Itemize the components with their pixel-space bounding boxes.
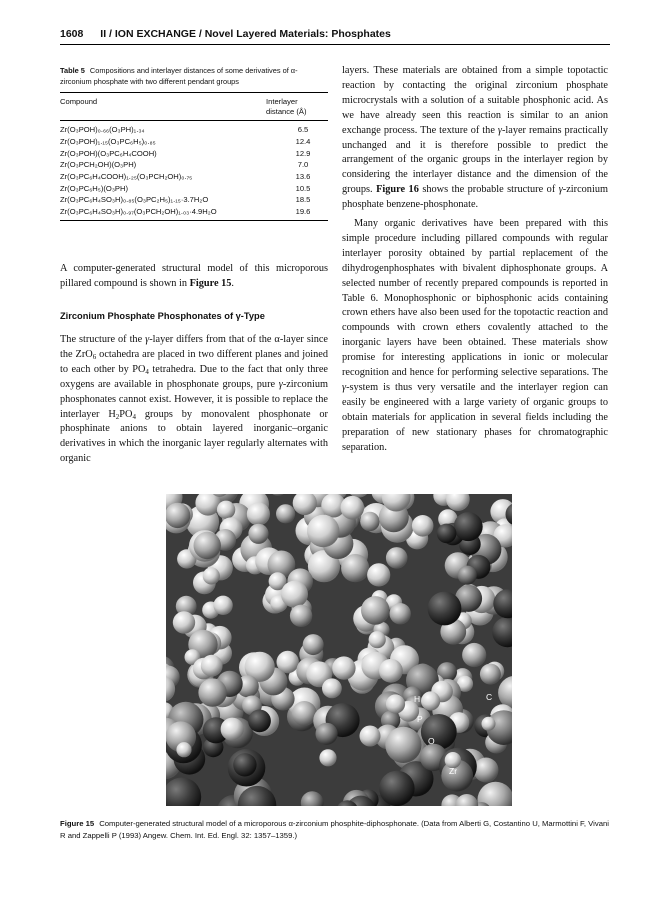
atom-sphere <box>201 655 223 677</box>
atom-label-o: O <box>428 736 435 746</box>
table-body <box>60 121 328 220</box>
table-row <box>60 136 328 148</box>
atom-sphere <box>390 603 411 624</box>
atom-label-zr: Zr <box>449 766 458 776</box>
figure-15-image <box>166 494 512 806</box>
compound-cell: Zr(O₃PC₆H₄COOH)₁.₂₅(O₃PCH₂OH)₀.₇₅ <box>60 172 193 181</box>
atom-sphere <box>360 726 381 747</box>
table-row <box>60 183 328 195</box>
table-row <box>60 206 328 218</box>
table-bottom-rule <box>60 220 328 221</box>
atom-sphere <box>428 592 462 626</box>
atom-sphere <box>176 742 191 757</box>
atom-sphere <box>341 554 369 582</box>
table-caption <box>60 66 328 87</box>
atom-sphere <box>217 501 235 519</box>
distance-cell: 18.5 <box>295 195 311 205</box>
distance-cell: 19.6 <box>295 207 311 217</box>
atom-sphere <box>482 717 496 731</box>
atom-sphere <box>276 504 295 523</box>
molecular-model-illustration <box>166 494 512 806</box>
atom-sphere <box>221 718 244 741</box>
distance-cell: 10.5 <box>295 183 311 193</box>
figure-15-ref[interactable]: Figure 15 <box>189 277 232 289</box>
atom-sphere <box>290 605 312 627</box>
table-row <box>60 124 328 136</box>
atom-sphere <box>247 502 270 525</box>
distance-cell: 13.6 <box>295 172 311 181</box>
paragraph-organic-derivatives: Many organic derivatives have been prepared with this simple procedure including pillared compounds with regular interlayer porosity obtained by partial replacement of the dihydrogenphosphates with bivalent diphosphonate groups. A selected number of recently prepared compounds is reported in Table 6. Monophosphonic or biphosphonic acids containing crown ethers have also been used for the topotactic reaction and compounds with crown ethers covalently attached to the inorganic layers have been obtained. These materials show promise for interesting applications in ionic or molecular recognition and hence for performing selective separations. The γ-system is thus very versatile and the interlayer region can easily be engineered with a large variety of organic groups to obtain materials for application in several fields including the preparation of new stationary phases for chromatographic separation. <box>342 218 608 453</box>
compound-cell: Zr(O₃POH)₁.₁₅(O₃PC₆H₅)₀.₈₅ <box>60 136 156 146</box>
atom-sphere <box>281 581 308 608</box>
figure-15-caption <box>60 818 610 841</box>
header-rule <box>60 44 610 45</box>
atom-sphere <box>474 758 499 783</box>
atom-sphere <box>322 678 342 698</box>
figure-caption-text: Computer-generated structural model of a microporous α-zirconium phosphite-diphosphonate. (Data from Alberti G, Costantino U, Marmottini F, Vivani R and Zappelli P (1993) Angew. Chem. Int. Ed. Engl. 32: 1357–1359.) <box>60 819 609 840</box>
table-row <box>60 159 328 171</box>
atom-sphere <box>379 659 403 683</box>
distance-cell: 12.4 <box>295 136 311 146</box>
distance-cell: 12.9 <box>295 148 311 158</box>
atom-sphere <box>203 567 220 584</box>
table-row <box>60 171 328 183</box>
section-heading: Zirconium Phosphate Phosphonates of γ-Type <box>60 311 265 321</box>
running-header <box>60 28 610 40</box>
figure-caption-label: Figure 15 <box>60 819 95 828</box>
atom-sphere <box>213 596 232 615</box>
atom-sphere <box>462 643 486 667</box>
compound-cell: Zr(O₃POH)(O₃PC₆H₄COOH) <box>60 148 157 158</box>
atom-sphere <box>386 547 408 569</box>
atom-sphere <box>173 611 195 633</box>
atom-sphere <box>361 596 390 625</box>
compound-cell: Zr(O₃POH)₀.₆₆(O₃PH)₁.₃₄ <box>60 125 145 135</box>
table-caption-text: Compositions and interlayer distances of some derivatives of α-zirconium phosphate with two different pendant groups <box>60 66 298 86</box>
compound-cell: Zr(O₃PC₆H₄SO₃H)₀.₉₇(O₃PCH₂OH)₁.₀₃·4.9H₂O <box>60 207 217 217</box>
atom-sphere <box>437 524 457 544</box>
atom-sphere <box>307 515 339 547</box>
atom-sphere <box>341 496 365 520</box>
atom-sphere <box>292 701 317 726</box>
atom-sphere <box>379 771 414 806</box>
paragraph-layers: layers. These materials are obtained from a simple topotactic reaction by contacting the original zirconium phosphate microcrystals with a solution of a suitable phosphonic acid. As we have already seen this reaction is similar to an anion exchange process. The texture of the γ-layer remains practically unchanged and it is therefore possible to predict the arrangement of the organic groups in the interlayer region by considering the interlayer distance and the dimension of the groups. Figure 16 shows the probable structure of γ-zirconium phosphate benzene-phosphonate. <box>342 65 609 211</box>
atom-sphere <box>248 524 268 544</box>
page-number: 1608 <box>60 28 84 40</box>
atom-sphere <box>458 566 477 585</box>
table-row <box>60 148 328 160</box>
atom-sphere <box>385 727 421 763</box>
atom-sphere <box>421 691 440 710</box>
compound-cell: Zr(O₃PC₆H₄SO₃H)₀.₈₅(O₃PC₂H₅)₁.₁₅·3.7H₂O <box>60 195 209 205</box>
atom-sphere <box>248 710 271 733</box>
table-5 <box>60 66 328 221</box>
atom-sphere <box>319 749 336 766</box>
atom-sphere <box>367 563 390 586</box>
figure-16-ref[interactable]: Figure 16 <box>376 184 419 196</box>
table-label: Table 5 <box>60 66 85 75</box>
atom-sphere <box>480 664 501 685</box>
running-title: II / ION EXCHANGE / Novel Layered Materials: Phosphates <box>100 28 391 40</box>
atom-label-p: P <box>417 714 423 724</box>
distance-cell: 6.5 <box>297 125 309 135</box>
atom-sphere <box>332 656 355 679</box>
table-row <box>60 194 328 206</box>
atom-sphere <box>316 723 338 745</box>
atom-sphere <box>166 503 190 528</box>
atom-label-c: C <box>486 692 493 702</box>
atom-sphere <box>386 694 405 713</box>
atom-sphere <box>194 532 221 559</box>
atom-sphere <box>233 753 256 776</box>
col-compound: Compound <box>60 97 98 107</box>
compound-cell: Zr(O₃PC₆H₅)(O₃PH) <box>60 183 128 193</box>
col-distance: Interlayer distance (Å) <box>266 97 307 117</box>
atom-sphere <box>198 678 226 706</box>
atom-sphere <box>369 631 386 648</box>
paragraph-gamma-structure: The structure of the γ-layer differs from that of the α-layer since the ZrO$_6$ octahedra are placed in two different planes and joined to each other by $PO_4$ tetrahedra. Due to the fact that only three oxygens are available in phosphonate groups, pure γ-zirconium phosphonates cannot exist. However, it is possible to replace the interlayer $H_2PO_4$ groups by monovalent phosphonate or phosphinate anions to obtain layered inorganic–organic derivatives in which the inorganic layer regularly alternates with organic <box>60 334 328 465</box>
compound-cell: Zr(O₃PCH₂OH)(O₃PH) <box>60 160 137 170</box>
atom-sphere <box>303 634 324 655</box>
atom-sphere <box>412 515 434 537</box>
atom-sphere <box>454 512 483 541</box>
atom-sphere <box>421 714 457 750</box>
atom-label-h: H <box>414 694 421 704</box>
atom-sphere <box>360 512 379 531</box>
table-header <box>60 93 328 120</box>
paragraph-figure15-intro: A computer-generated structural model of this microporous pillared compound is shown in Figure 15. <box>60 263 328 289</box>
distance-cell: 7.0 <box>297 160 309 170</box>
